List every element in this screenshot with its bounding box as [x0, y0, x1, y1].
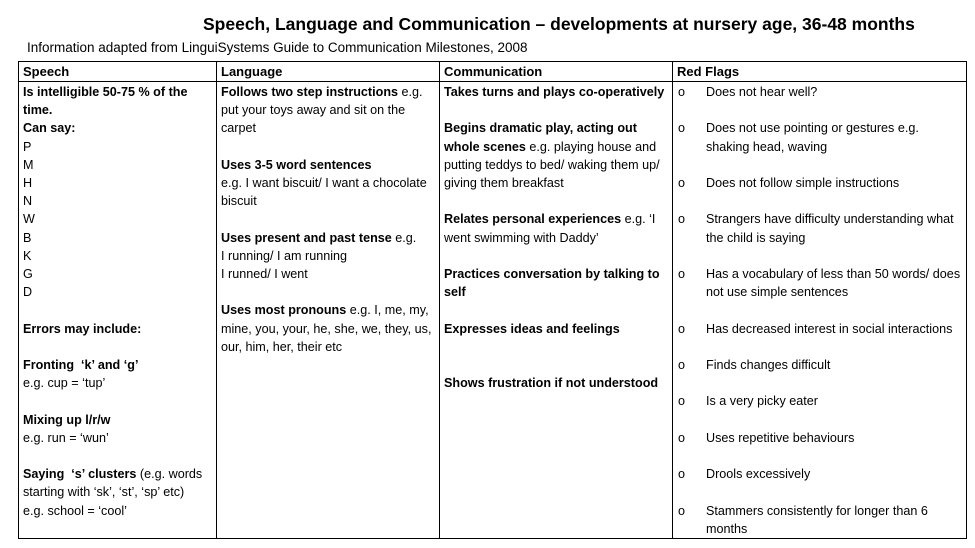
- bullet-icon: o: [678, 321, 686, 336]
- language-item-title: Follows two step instructions: [221, 85, 399, 99]
- communication-item: [444, 210, 668, 246]
- s-clusters-desc: (e.g. words starting with ‘sk’, ‘st’, ‘sp’ etc): [23, 467, 203, 500]
- s-clusters-title: Saying ‘s’ clusters: [23, 467, 137, 482]
- speech-sound: P: [23, 139, 32, 154]
- bullet-icon: o: [678, 503, 686, 518]
- language-item-title: Uses 3-5 word sentences: [221, 157, 372, 172]
- language-item: [221, 301, 435, 356]
- speech-sound: N: [23, 194, 33, 209]
- bullet-icon: o: [678, 357, 686, 372]
- bullet-icon: o: [678, 121, 686, 136]
- speech-sound: B: [23, 230, 32, 245]
- bullet-icon: o: [678, 266, 686, 281]
- language-item-desc: e.g. I want biscuit/ I want a chocolate biscuit: [221, 176, 427, 209]
- bullet-icon: o: [678, 212, 686, 227]
- red-flag-text: Finds changes difficult: [706, 357, 831, 372]
- red-flag-text: Is a very picky eater: [706, 394, 818, 409]
- mixing-example: e.g. run = ‘wun’: [23, 430, 109, 445]
- communication-item-title: Begins dramatic play, acting out whole scenes: [444, 121, 637, 154]
- red-flag-text: Does not use pointing or gestures e.g. shaking head, waving: [706, 121, 919, 154]
- bullet-icon: o: [678, 85, 686, 99]
- fronting-title: Fronting ‘k’ and ‘g’: [23, 358, 139, 373]
- header-red-flags: Red Flags: [673, 62, 967, 82]
- bullet-icon: o: [678, 430, 686, 445]
- speech-can-say-label: Can say:: [23, 121, 76, 136]
- speech-sound: W: [23, 212, 35, 227]
- speech-sound: K: [23, 248, 32, 263]
- table-header-row: [19, 62, 967, 82]
- page-subtitle: Information adapted from LinguiSystems Guide to Communication Milestones, 2008: [27, 40, 528, 55]
- fronting-example: e.g. cup = ‘tup’: [23, 376, 106, 391]
- s-clusters-text: [23, 465, 212, 501]
- language-item-example: I running/ I am running: [221, 248, 348, 263]
- language-item-desc: e.g. I, me, my, mine, you, your, he, she, we, they, us, our, him, her, their etc: [221, 303, 432, 354]
- language-cell: [217, 82, 440, 539]
- communication-item-title: Takes turns and plays co-operatively: [444, 85, 665, 99]
- language-item-title: Uses most pronouns: [221, 303, 347, 318]
- communication-item-desc: e.g. ‘I went swimming with Daddy’: [444, 212, 656, 245]
- communication-item-title: Relates personal experiences: [444, 212, 622, 227]
- header-language: Language: [217, 62, 440, 82]
- speech-cell: [19, 82, 217, 539]
- language-item-title: Uses present and past tense: [221, 230, 392, 245]
- red-flag-text: Uses repetitive behaviours: [706, 430, 855, 445]
- list-item: [677, 174, 962, 192]
- list-item: [677, 320, 962, 338]
- communication-item-title: Shows frustration if not understood: [444, 376, 659, 391]
- speech-sound: M: [23, 157, 34, 172]
- communication-cell: [440, 82, 673, 539]
- list-item: [677, 119, 962, 155]
- communication-item: [444, 119, 668, 192]
- table-row: [19, 82, 967, 539]
- red-flag-text: Has decreased interest in social interactions: [706, 321, 953, 336]
- language-item-desc: e.g. put your toys away and sit on the carpet: [221, 85, 423, 136]
- communication-item-title: Expresses ideas and feelings: [444, 321, 620, 336]
- language-item-desc: e.g.: [391, 230, 417, 245]
- communication-item-desc: e.g. playing house and putting teddys to bed/ waking them up/ giving them breakfast: [444, 139, 660, 190]
- list-item: [677, 210, 962, 246]
- speech-sound: G: [23, 267, 33, 282]
- red-flag-text: Drools excessively: [706, 467, 811, 482]
- list-item: [677, 502, 962, 538]
- mixing-title: Mixing up l/r/w: [23, 412, 111, 427]
- speech-errors-label: Errors may include:: [23, 321, 142, 336]
- list-item: [677, 356, 962, 374]
- list-item: [677, 465, 962, 483]
- bullet-icon: o: [678, 175, 686, 190]
- list-item: [677, 392, 962, 410]
- list-item: [677, 83, 962, 101]
- header-speech: Speech: [19, 62, 217, 82]
- language-item: [221, 229, 435, 247]
- page-title: Speech, Language and Communication – developments at nursery age, 36-48 months: [203, 14, 915, 34]
- speech-sound: H: [23, 176, 33, 191]
- red-flags-cell: [673, 82, 967, 539]
- red-flag-text: Stammers consistently for longer than 6 months: [706, 503, 928, 536]
- speech-intelligible: Is intelligible 50-75 % of the time.: [23, 85, 188, 118]
- red-flag-text: Strangers have difficulty understanding what the child is saying: [706, 212, 954, 245]
- list-item: [677, 429, 962, 447]
- red-flag-text: Does not follow simple instructions: [706, 175, 900, 190]
- language-item-example: I runned/ I went: [221, 267, 308, 281]
- list-item: [677, 265, 962, 301]
- language-item: [221, 83, 435, 138]
- red-flag-text: Does not hear well?: [706, 85, 818, 99]
- bullet-icon: o: [678, 467, 686, 482]
- bullet-icon: o: [678, 394, 686, 409]
- milestones-table: [18, 61, 967, 539]
- s-clusters-example: e.g. school = ‘cool’: [23, 503, 127, 518]
- red-flag-text: Has a vocabulary of less than 50 words/ does not use simple sentences: [706, 266, 961, 300]
- communication-item-title: Practices conversation by talking to self: [444, 266, 660, 300]
- speech-sound: D: [23, 285, 33, 300]
- header-communication: Communication: [440, 62, 673, 82]
